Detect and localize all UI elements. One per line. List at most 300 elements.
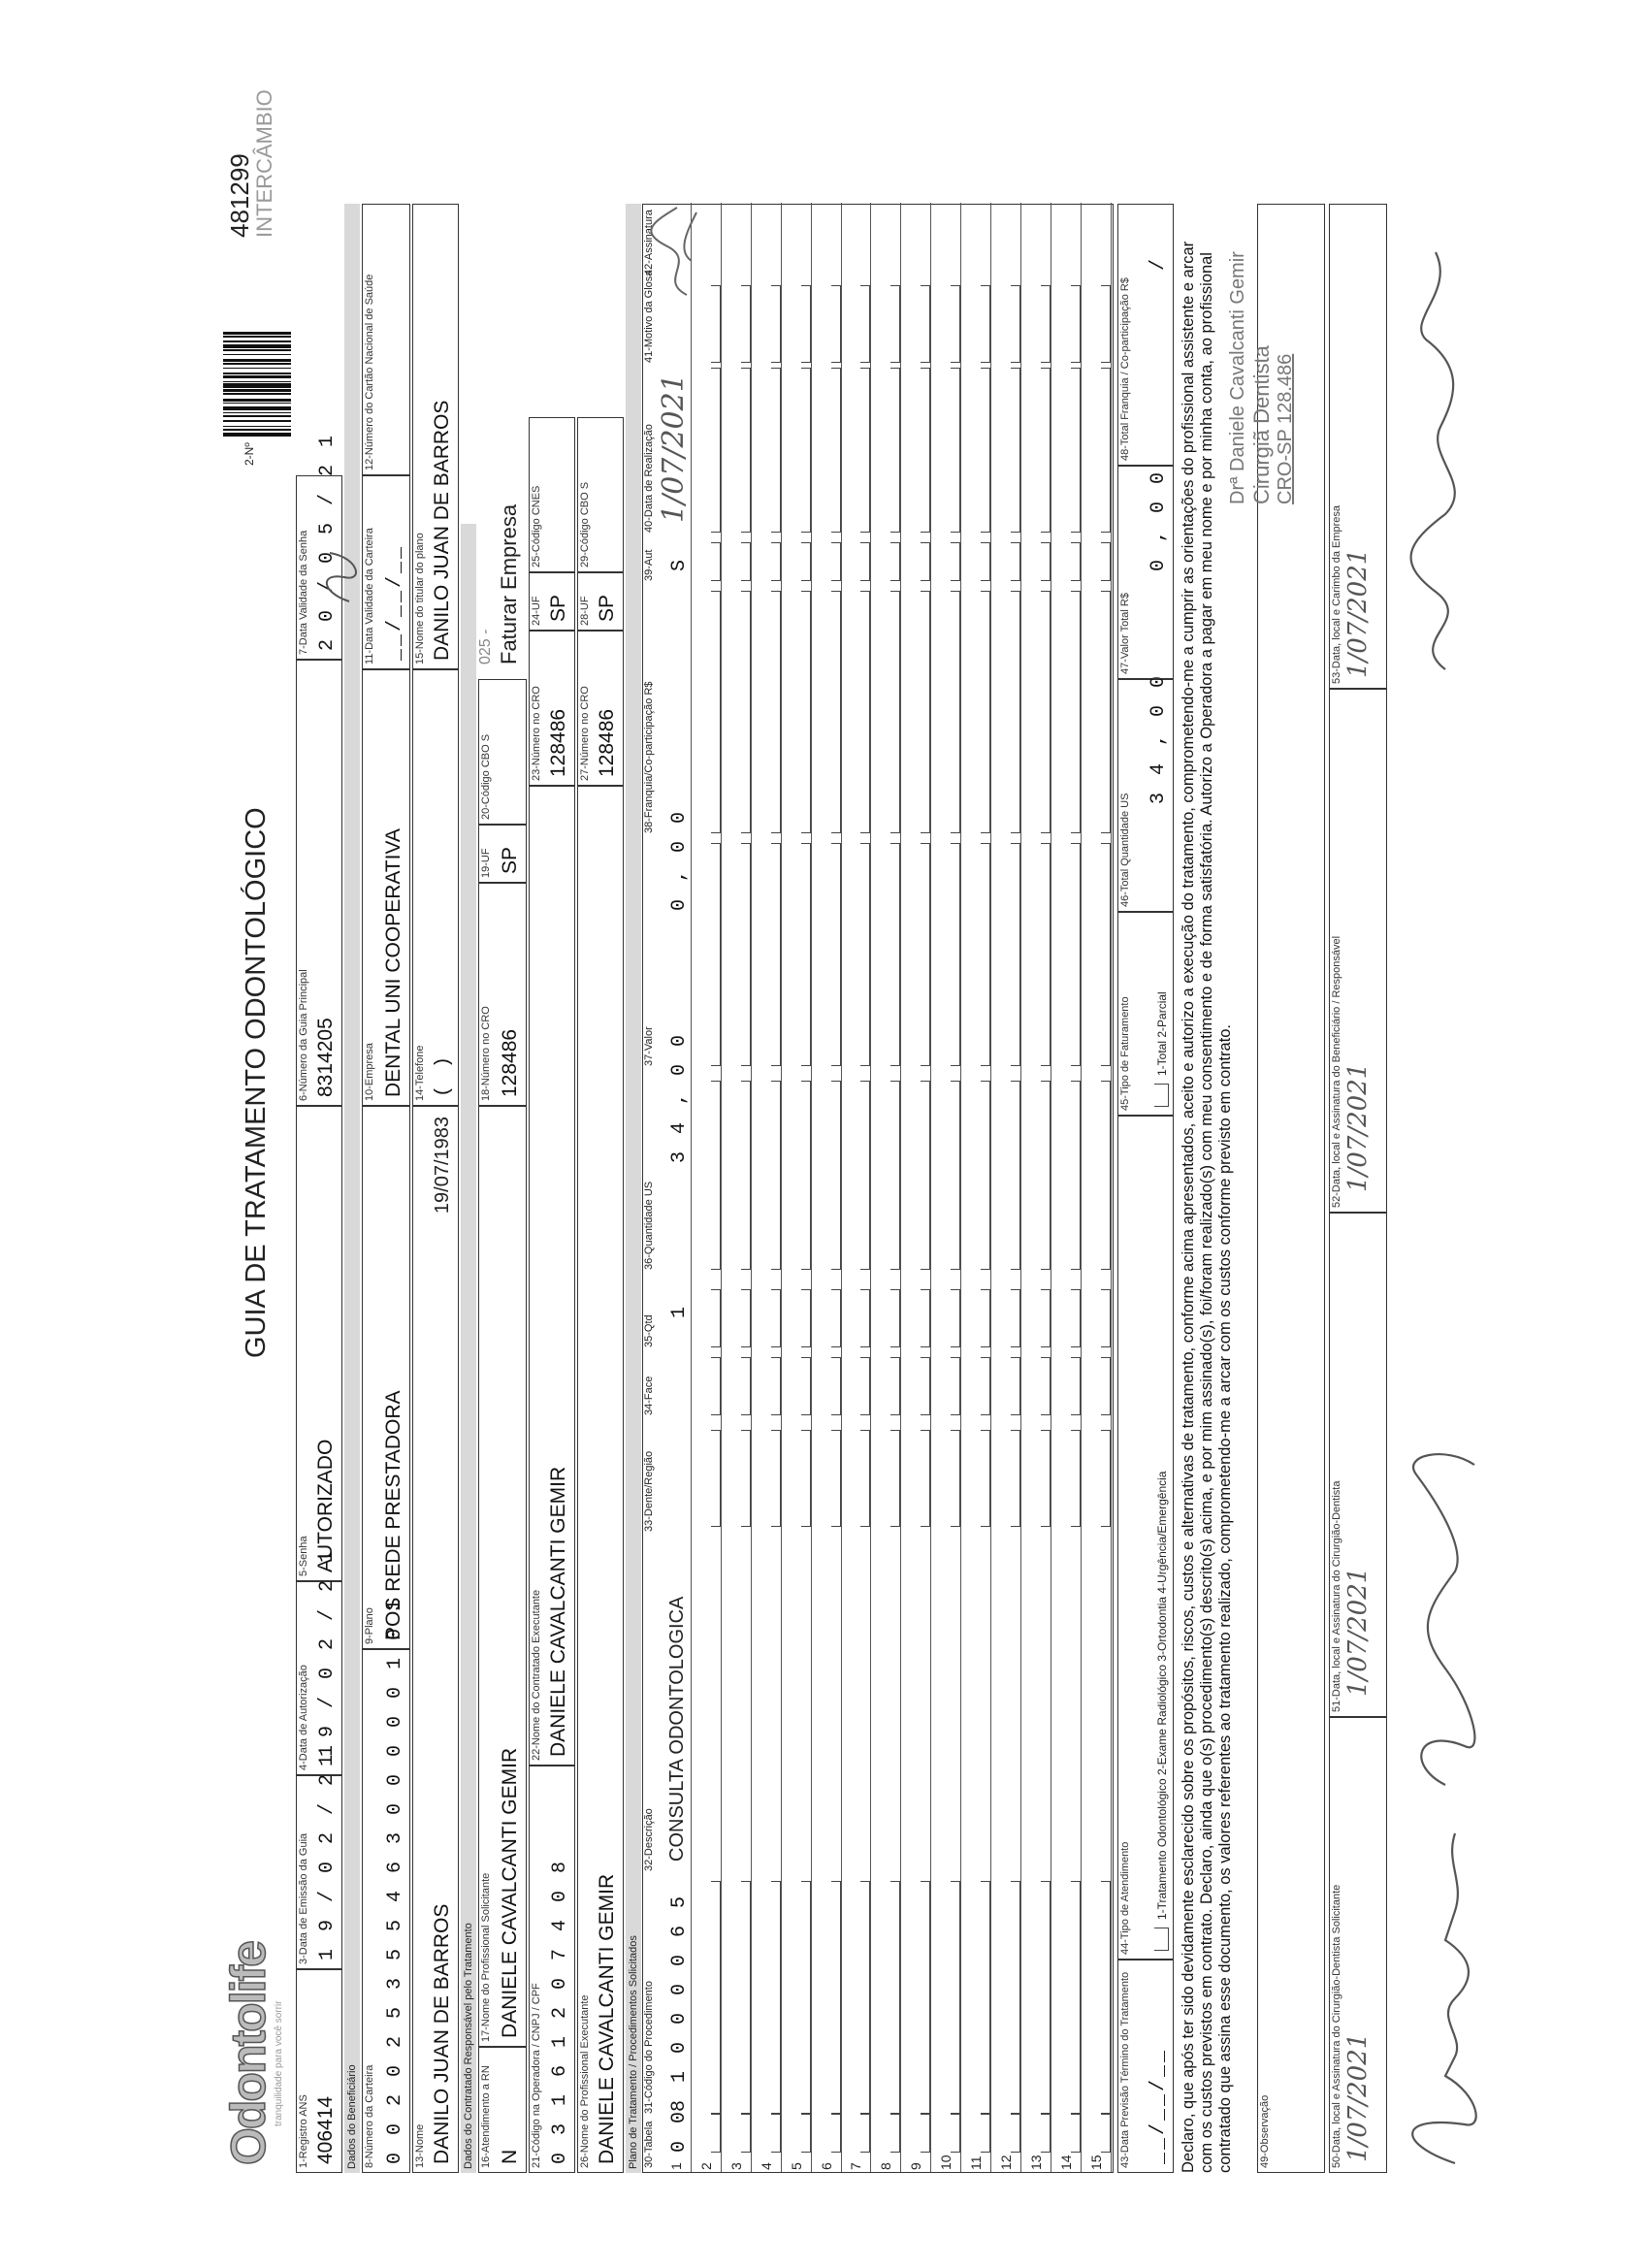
blank-field [860, 1289, 870, 1347]
blank-field [741, 368, 751, 533]
blank-field [1101, 368, 1111, 533]
col-tabela: 30-Tabela [643, 2121, 655, 2168]
blank-field [741, 1430, 751, 1527]
blank-field [1101, 1881, 1111, 2114]
col-us: 36-Quantidade US [643, 1181, 655, 1270]
procedure-row [693, 203, 722, 2172]
blank-field [741, 285, 751, 363]
blank-field [741, 2114, 751, 2153]
blank-field [860, 1081, 870, 1270]
row1-valor: 0 , 0 0 [668, 808, 691, 911]
blank-field [1011, 2114, 1020, 2153]
stamp-title: Cirurgiã Dentista [1249, 345, 1274, 504]
row-number: 7 [848, 2162, 864, 2170]
field-cbo-professional: 29-Código CBO S [577, 417, 624, 572]
blank-field [860, 1881, 870, 2114]
professional-stamp [1227, 213, 1297, 504]
blank-field [860, 843, 870, 1066]
field-sig-beneficiary: 52-Data, local e Assinatura do Beneficiário / Responsável 1/07/2021 [1329, 689, 1387, 1213]
procedure-row [932, 203, 961, 2172]
blank-field [1071, 1430, 1081, 1527]
section-contractor: Dados do Contratado Responsável pelo Tratamento [461, 524, 476, 2173]
blank-field [951, 2114, 960, 2153]
billing-company: Faturar Empresa [497, 503, 521, 664]
blank-field [981, 1081, 990, 1270]
row1-data: 1/07/2021 [657, 373, 691, 523]
blank-field [890, 1881, 900, 2114]
blank-field [831, 1081, 841, 1270]
blank-field [890, 368, 900, 533]
blank-field [1011, 843, 1020, 1066]
blank-field [801, 1881, 811, 2114]
blank-field [801, 591, 811, 833]
blank-field [801, 285, 811, 363]
row1-descricao: CONSULTA ODONTOLOGICA [666, 1596, 688, 1862]
blank-field [1041, 843, 1051, 1066]
field-company-stamp: 53-Data, local e Carimbo da Empresa 1/07/2021 [1329, 204, 1387, 689]
cro-requesting-value: 128486 [499, 1028, 521, 1097]
blank-field [711, 1881, 721, 2114]
row-number: 15 [1087, 2155, 1104, 2170]
blank-field [1101, 2114, 1111, 2153]
blank-field [921, 591, 930, 833]
blank-field [711, 1081, 721, 1270]
blank-field [831, 1430, 841, 1527]
field-issue-date: 3-Data de Emissão da Guia 1 9 / 0 2 / 2 1 [296, 1775, 342, 1969]
field-requesting-professional: 17-Nome do Profissional Solicitante DANIELE CAVALCANTI GEMIR [478, 1106, 527, 2047]
barcode [223, 252, 291, 437]
blank-field [801, 542, 811, 581]
blank-field [741, 1081, 751, 1270]
field-uf-professional: 28-UF SP [577, 572, 624, 631]
col-data: 40-Data de Realização [643, 424, 655, 533]
field-company: 10-Empresa DENTAL UNI COOPERATIVA [362, 669, 410, 1106]
procedure-row [783, 203, 812, 2172]
blank-field [1071, 843, 1081, 1066]
password-validity-value: 2 0 / 0 5 / 2 1 [316, 432, 339, 651]
blank-field [860, 1430, 870, 1527]
col-glosa: 41-Motivo da Glosa [643, 270, 655, 363]
blank-field [951, 1430, 960, 1527]
row-number: 1 [668, 2162, 684, 2170]
executing-contractor-value: DANIELE CAVALCANTI GEMIR [547, 1466, 569, 1757]
field-cbo-requesting: 20-Código CBO S [478, 679, 527, 825]
blank-field [1071, 591, 1081, 833]
blank-field [1041, 1881, 1051, 2114]
stamp-cro: CRO-SP 128.486 [1275, 353, 1296, 504]
field-ans: 1-Registro ANS 406414 [296, 1969, 342, 2173]
blank-field [921, 843, 930, 1066]
field-holder: 15-Nome do titular do plano DANILO JUAN DE BARROS [412, 204, 459, 669]
blank-field [1011, 1881, 1020, 2114]
name-value: DANILO JUAN DE BARROS [431, 1903, 453, 2164]
forecast-end-value: __/__/__ [1148, 2047, 1170, 2164]
blank-field [890, 1430, 900, 1527]
procedure-rows [663, 203, 1113, 2172]
total-value-value: 0 , 0 0 [1148, 469, 1170, 571]
blank-field [831, 843, 841, 1066]
blank-field [921, 1081, 930, 1270]
card-number-value: 0 0 2 0 2 5 3 5 5 4 6 3 0 0 0 0 0 1 0 1 [384, 1596, 406, 2164]
col-descricao: 32-Descrição [643, 1808, 655, 1871]
blank-field [1041, 591, 1051, 833]
field-total-franchise: 48-Total Franquia / Co-participação R$ / [1117, 204, 1174, 466]
blank-field [801, 1430, 811, 1527]
company-stamp-date: 1/07/2021 [1343, 548, 1373, 678]
blank-field [741, 1289, 751, 1347]
phone-value: ( ) [433, 1053, 455, 1097]
procedure-row [842, 203, 871, 2172]
procedures-table [642, 204, 1114, 2173]
uf-professional-value: SP [596, 594, 618, 622]
sig-requesting-date: 1/07/2021 [1343, 2032, 1373, 2162]
col-qtd: 35-Qtd [643, 1314, 655, 1347]
procedure-row [813, 203, 842, 2172]
cnpj-value: 0 3 1 6 1 2 0 7 4 0 8 [549, 1858, 571, 2164]
blank-field [1071, 1881, 1081, 2114]
blank-field [981, 368, 990, 533]
blank-field [711, 591, 721, 833]
blank-field [771, 1430, 781, 1527]
col-dente: 33-Dente/Região [643, 1450, 655, 1532]
blank-field [921, 368, 930, 533]
field-attendance-type: 44-Tipo de Atendimento 1-Tratamento Odontológico 2-Exame Radiológico 3-Ortodontia 4-Urgência/Emergência [1117, 1116, 1174, 1960]
blank-field [1071, 1289, 1081, 1347]
blank-field [1101, 843, 1111, 1066]
blank-field [951, 843, 960, 1066]
blank-field [711, 1357, 721, 1415]
blank-field [1101, 1357, 1111, 1415]
col-valor: 37-Valor [643, 1026, 655, 1066]
row-number: 13 [1027, 2155, 1044, 2170]
blank-field [831, 542, 841, 581]
blank-field [741, 1357, 751, 1415]
field-uf-executing: 24-UF SP [529, 572, 575, 631]
blank-field [951, 591, 960, 833]
procedure-row [1022, 203, 1051, 2172]
col-face: 34-Face [643, 1376, 655, 1415]
blank-field [771, 2114, 781, 2153]
password-value: AUTORIZADO [314, 1439, 337, 1572]
procedure-row [872, 203, 901, 2172]
blank-field [951, 368, 960, 533]
blank-field [921, 1430, 930, 1527]
logo-tagline: tranquilidade para você sorrir [274, 2000, 284, 2126]
blank-field [1101, 1430, 1111, 1527]
handwritten-signature-left [1387, 1416, 1504, 2173]
blank-field [1101, 1289, 1111, 1347]
field-name: 13-Nome DANILO JUAN DE BARROS 19/07/1983 [412, 1106, 459, 2173]
odontolife-logo [221, 1874, 284, 2165]
blank-field [981, 2114, 990, 2153]
blank-field [711, 2114, 721, 2153]
uf-executing-value: SP [547, 594, 569, 622]
row1-us: 3 4 , 0 0 [668, 1031, 691, 1163]
blank-field [921, 1881, 930, 2114]
field-cro-executing: 23-Número no CRO 128486 [529, 631, 575, 786]
blank-field [1041, 2114, 1051, 2153]
blank-field [921, 285, 930, 363]
blank-field [1101, 285, 1111, 363]
row-number: 5 [788, 2162, 804, 2170]
blank-field [1101, 542, 1111, 581]
blank-field [1071, 2114, 1081, 2153]
blank-field [801, 2114, 811, 2153]
blank-field [1011, 591, 1020, 833]
row1-qtd: 1 [668, 1303, 691, 1318]
blank-field [890, 285, 900, 363]
row-number: 12 [997, 2155, 1014, 2170]
blank-field [1011, 1081, 1020, 1270]
blank-field [981, 1357, 990, 1415]
blank-field [801, 1289, 811, 1347]
card-validity-value: __/__/__ [384, 543, 406, 661]
blank-field [981, 285, 990, 363]
cro-professional-value: 128486 [596, 708, 618, 777]
blank-field [711, 542, 721, 581]
blank-field [890, 591, 900, 833]
blank-field [711, 368, 721, 533]
logo-text: Odontolife [221, 1942, 275, 2165]
stamp-name: Drª Daniele Cavalcanti Gemir [1227, 251, 1248, 504]
blank-field [860, 368, 870, 533]
ans-value: 406414 [314, 2095, 337, 2164]
blank-field [1041, 285, 1051, 363]
col-codigo: 31-Código do Procedimento [643, 1981, 655, 2114]
col-assinatura: 42-Assinatura [643, 210, 655, 275]
blank-field [711, 843, 721, 1066]
company-value: DENTAL UNI COOPERATIVA [382, 828, 404, 1097]
procedure-row [723, 203, 752, 2172]
blank-field [801, 1357, 811, 1415]
blank-field [890, 2114, 900, 2153]
total-us-value: 3 4 , 0 0 [1148, 672, 1170, 804]
blank-field [951, 1357, 960, 1415]
blank-field [951, 1881, 960, 2114]
blank-field [831, 2114, 841, 2153]
blank-field [771, 1289, 781, 1347]
procedure-row [753, 203, 782, 2172]
handwritten-signature-right [1387, 213, 1494, 679]
blank-field [831, 1881, 841, 2114]
row-number: 4 [758, 2162, 774, 2170]
blank-field [771, 591, 781, 833]
field-phone: 14-Telefone ( ) [412, 669, 459, 1106]
blank-field [831, 591, 841, 833]
blank-field [711, 1289, 721, 1347]
blank-field [890, 542, 900, 581]
field-forecast-end: 43-Data Previsão Término do Tratamento __/__/__ [1117, 1960, 1174, 2173]
blank-field [951, 1081, 960, 1270]
blank-field [831, 1289, 841, 1347]
blank-field [1041, 368, 1051, 533]
guide-number: 481299 [225, 153, 254, 238]
field-cnpj: 21-Código na Operadora / CNPJ / CPF 0 3 1 6 1 2 0 7 4 0 8 [529, 1766, 575, 2173]
billing-type-options: 1-Total 2-Parcial [1155, 991, 1169, 1076]
billing-code: 025 - [477, 629, 494, 664]
field-main-guide: 6-Número da Guia Principal 8314205 [296, 660, 342, 1106]
row-number: 11 [968, 2155, 984, 2170]
birth-date: 19/07/1983 [432, 1117, 453, 1215]
blank-field [890, 1289, 900, 1347]
row1-aut: S [668, 556, 691, 571]
field-password-validity: 7-Data Validade da Senha 2 0 / 0 5 / 2 1 [296, 475, 342, 660]
main-guide-value: 8314205 [314, 1018, 337, 1097]
blank-field [741, 1881, 751, 2114]
blank-field [831, 1357, 841, 1415]
sig-beneficiary-date: 1/07/2021 [1343, 1062, 1373, 1192]
blank-field [1041, 1357, 1051, 1415]
blank-field [981, 1430, 990, 1527]
blank-field [981, 843, 990, 1066]
row-number: 10 [938, 2155, 954, 2170]
blank-field [771, 1081, 781, 1270]
row-number: 14 [1057, 2155, 1074, 2170]
row-number: 9 [908, 2162, 924, 2170]
blank-field [1011, 285, 1020, 363]
blank-field [711, 285, 721, 363]
attendance-type-options: 1-Tratamento Odontológico 2-Exame Radiológico 3-Ortodontia 4-Urgência/Emergência [1155, 1471, 1169, 1920]
field-cro-requesting: 18-Número no CRO 128486 [478, 883, 527, 1106]
field-plan: 9-Plano POS REDE PRESTADORA [362, 1106, 410, 1649]
guide-number-label: 2-Nº [242, 442, 256, 466]
field-card-validity: 11-Data Validade da Carteira __/__/__ [362, 475, 410, 669]
field-authorization-date: 4-Data de Autorização 1 9 / 0 2 / 2 1 [296, 1581, 342, 1775]
procedure-row [1052, 203, 1082, 2172]
blank-field [741, 542, 751, 581]
blank-field [860, 285, 870, 363]
blank-field [921, 2114, 930, 2153]
plan-value: POS REDE PRESTADORA [382, 1390, 404, 1640]
field-billing-type: 45-Tipo de Faturamento 1-Total 2-Parcial [1117, 912, 1174, 1116]
cro-executing-value: 128486 [547, 708, 569, 777]
blank-field [831, 285, 841, 363]
blank-field [981, 1289, 990, 1347]
blank-field [1071, 1081, 1081, 1270]
blank-field [1011, 1357, 1020, 1415]
rn-value: N [499, 2149, 521, 2164]
blank-field [1011, 1430, 1020, 1527]
section-procedures: Plano de Tratamento / Procedimentos Solicitados [626, 204, 641, 2173]
col-aut: 39-Aut [643, 549, 655, 581]
blank-field [921, 1289, 930, 1347]
blank-field [741, 843, 751, 1066]
form-title: GUIA DE TRATAMENTO ODONTOLÓGICO [241, 807, 272, 1358]
blank-field [831, 368, 841, 533]
field-observation: 49-Observação [1257, 204, 1325, 2173]
col-franquia: 38-Franquia/Co-participação R$ [643, 681, 655, 833]
blank-field [771, 368, 781, 533]
procedure-row [1083, 203, 1112, 2172]
blank-field [1071, 542, 1081, 581]
declaration-text: Declaro, que após ter sido devidamente esclarecido sobre os propósitos, riscos, custos e alternativas de tratamento, conforme acima apresentados, aceito e autorizo a execução do tratamento, comprometendo-me a cumprir as orientações do profissional assistente e arcar com os custos previstos em contrato. Declaro, ainda que o(s) procedimento(s) descrito(s) acima, e por mim assinado(s), foi/foram realizado(s) com meu consentimento e de forma satisfatória. Autorizo a Operadora a pagar em meu nome e por minha conta, ao profissional contratado que assina esse documento, os valores referentes ao tratamento realizado, comprometendo-me a arcar com os custos conforme previsto em contrato. [1180, 241, 1234, 2173]
field-card-number: 8-Número da Carteira 0 0 2 0 2 5 3 5 5 4 6 3 0 0 0 0 0 1 0 1 [362, 1649, 410, 2173]
blank-field [1041, 1430, 1051, 1527]
blank-field [1011, 1289, 1020, 1347]
blank-field [951, 542, 960, 581]
row-number: 2 [697, 2162, 714, 2170]
blank-field [1011, 368, 1020, 533]
blank-field [741, 591, 751, 833]
blank-field [801, 843, 811, 1066]
blank-field [711, 1430, 721, 1527]
dental-treatment-guide [223, 58, 1504, 2173]
blank-field [1071, 285, 1081, 363]
blank-field [951, 1289, 960, 1347]
guide-type: INTERCÂMBIO [252, 89, 276, 238]
field-sig-requesting: 50-Data, local e Assinatura do Cirurgião-Dentista Solicitante 1/07/2021 [1329, 1717, 1387, 2173]
blank-field [1041, 542, 1051, 581]
row1-signature [648, 203, 706, 300]
field-executing-contractor: 22-Nome do Contratado Executante DANIELE CAVALCANTI GEMIR [529, 786, 575, 1766]
field-executing-professional: 26-Nome do Profissional Executante DANIELE CAVALCANTI GEMIR [577, 786, 624, 2173]
authorization-date-value: 1 9 / 0 2 / 2 1 [316, 1547, 339, 1766]
blank-field [771, 843, 781, 1066]
field-cns: 12-Número do Cartão Nacional de Saúde [362, 204, 410, 475]
field-sig-dentist: 51-Data, local e Assinatura do Cirurgião-Dentista 1/07/2021 [1329, 1213, 1387, 1717]
blank-field [981, 542, 990, 581]
field-uf-requesting: 19-UF SP [478, 825, 527, 883]
blank-field [771, 285, 781, 363]
blank-field [860, 542, 870, 581]
sig-dentist-date: 1/07/2021 [1343, 1567, 1373, 1697]
blank-field [771, 1881, 781, 2114]
handwritten-mark-center [310, 543, 369, 611]
blank-field [860, 1357, 870, 1415]
blank-field [801, 368, 811, 533]
row-number: 6 [818, 2162, 834, 2170]
blank-field [1071, 368, 1081, 533]
blank-field [890, 1081, 900, 1270]
requesting-professional-value: DANIELE CAVALCANTI GEMIR [499, 1747, 521, 2038]
blank-field [921, 1357, 930, 1415]
blank-field [890, 1357, 900, 1415]
field-total-value: 47-Valor Total R$ 0 , 0 0 [1117, 466, 1174, 679]
procedure-row [902, 203, 931, 2172]
blank-field [771, 542, 781, 581]
blank-field [771, 1357, 781, 1415]
blank-field [1041, 1081, 1051, 1270]
blank-field [951, 285, 960, 363]
uf-requesting-value: SP [499, 846, 521, 874]
blank-field [860, 2114, 870, 2153]
blank-field [1071, 1357, 1081, 1415]
row1-tabela: 0 0 [668, 2108, 691, 2153]
blank-field [860, 591, 870, 833]
section-beneficiary: Dados do Beneficiário [344, 204, 360, 2173]
blank-field [981, 591, 990, 833]
row1-codigo: 8 1 0 0 0 0 6 5 [668, 1893, 691, 2112]
field-password: 5-Senha AUTORIZADO [296, 1106, 342, 1581]
issue-date-value: 1 9 / 0 2 / 2 1 [316, 1741, 339, 1960]
billing-type-checkbox [1154, 1084, 1169, 1107]
executing-professional-value: DANIELE CAVALCANTI GEMIR [596, 1873, 618, 2164]
blank-field [890, 843, 900, 1066]
procedure-row [992, 203, 1021, 2172]
total-franchise-value: / [1148, 255, 1170, 271]
field-cnes: 25-Código CNES [529, 417, 575, 572]
holder-value: DANILO JUAN DE BARROS [431, 400, 453, 661]
row-number: 8 [878, 2162, 894, 2170]
blank-field [981, 1881, 990, 2114]
blank-field [1101, 1081, 1111, 1270]
field-total-us: 46-Total Quantidade US 3 4 , 0 0 [1117, 679, 1174, 912]
blank-field [921, 542, 930, 581]
row-number: 3 [728, 2162, 744, 2170]
blank-field [1041, 1289, 1051, 1347]
blank-field [1011, 542, 1020, 581]
field-rn: 16-Atendimento a RN N [478, 2047, 527, 2173]
